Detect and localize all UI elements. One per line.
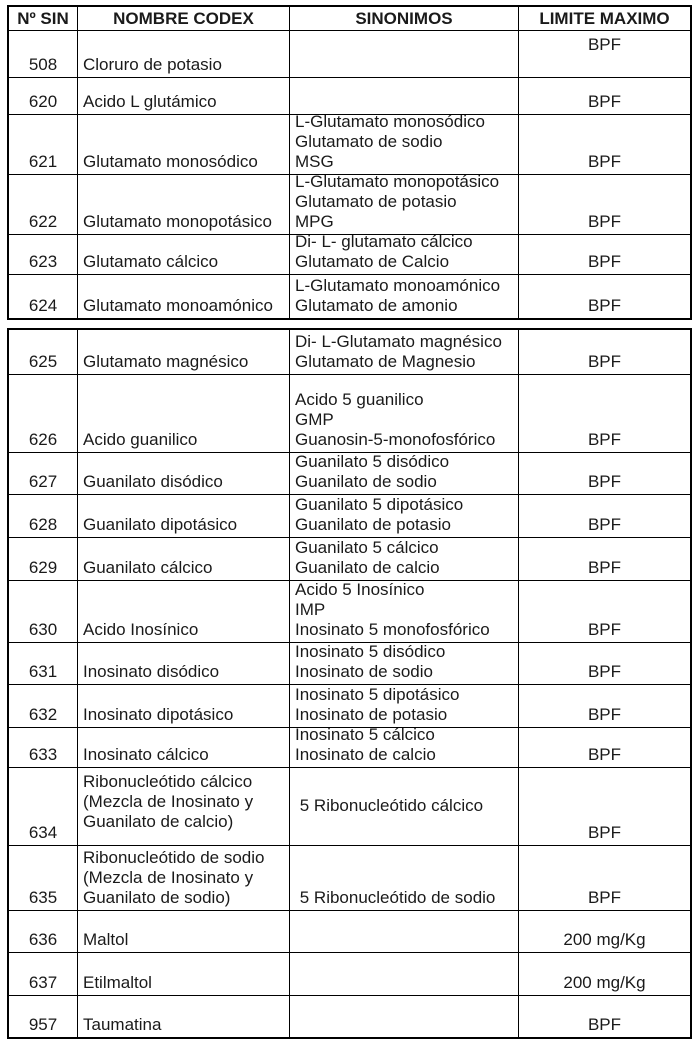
sinonimos-cell [289, 78, 518, 114]
sin-cell: 508 [28, 55, 58, 74]
sinonimos-cell [289, 685, 518, 727]
limite-cell: BPF [518, 235, 690, 274]
limite-cell: BPF [518, 78, 690, 114]
header-limite-maximo: LIMITE MAXIMO [518, 7, 690, 30]
sinonimo-line: Glutamato de amonio [295, 296, 458, 315]
table-row [9, 374, 690, 452]
table-row [9, 952, 690, 995]
nombre-line: Ribonucleótido cálcico [83, 772, 253, 791]
sinonimo-line: Glutamato de sodio [295, 132, 443, 151]
sinonimo-line: Guanilato de calcio [295, 558, 440, 577]
nombre-cell [77, 581, 289, 642]
table-row [9, 234, 690, 274]
nombre-line: Maltol [83, 930, 129, 949]
sinonimo-line: Inosinato de sodio [295, 662, 433, 681]
sin-cell: 621 [28, 152, 58, 171]
sin-cell: 957 [28, 1015, 58, 1034]
sinonimo-line: MSG [295, 152, 334, 171]
sinonimo-line: Acido 5 Inosínico [295, 581, 425, 599]
sinonimo-line: Guanilato de sodio [295, 472, 437, 491]
sin-cell: 630 [28, 620, 58, 639]
header-sin: Nº SIN [17, 8, 69, 28]
sinonimo-line: MPG [295, 212, 334, 231]
nombre-line: Guanilato dipotásico [83, 515, 238, 534]
sinonimo-line: Guanilato 5 cálcico [295, 538, 439, 557]
sinonimos-cell [289, 235, 518, 274]
sinonimos-cell [289, 996, 518, 1037]
nombre-cell [77, 115, 289, 174]
sin-cell: 629 [28, 558, 58, 577]
nombre-line: Acido L glutámico [83, 92, 217, 111]
nombre-line: Acido guanilico [83, 430, 198, 449]
nombre-line: Acido Inosínico [83, 620, 199, 639]
table-row [9, 114, 690, 174]
sinonimos-cell [289, 375, 518, 452]
sin-cell: 622 [28, 212, 58, 231]
nombre-line: Ribonucleótido de sodio [83, 848, 265, 867]
sinonimo-line: Guanilato de potasio [295, 515, 451, 534]
nombre-line: Inosinato disódico [83, 662, 220, 681]
limite-cell: BPF [518, 581, 690, 642]
table-row [9, 684, 690, 727]
limite-cell: BPF [518, 175, 690, 234]
document-page [0, 5, 699, 1046]
nombre-cell [77, 996, 289, 1037]
sinonimo-line: Inosinato 5 dipotásico [295, 685, 460, 704]
nombre-cell [77, 453, 289, 494]
sinonimo-line: Inosinato 5 cálcico [295, 728, 435, 744]
sin-cell: 627 [28, 472, 58, 491]
table-row [9, 452, 690, 494]
limite-cell: BPF [518, 31, 690, 77]
limite-cell: BPF [518, 115, 690, 174]
limite-cell: BPF [518, 728, 690, 767]
nombre-line: Glutamato monopotásico [83, 212, 272, 231]
sin-cell: 632 [28, 705, 58, 724]
sinonimos-cell [289, 453, 518, 494]
limite-cell: BPF [518, 643, 690, 684]
table-row [9, 494, 690, 537]
sin-cell: 637 [28, 973, 58, 992]
sinonimos-cell [289, 953, 518, 995]
nombre-line: Etilmaltol [83, 973, 152, 992]
sinonimos-cell [289, 768, 518, 845]
sin-cell: 623 [28, 252, 58, 271]
limite-cell: BPF [518, 685, 690, 727]
sinonimo-line: Inosinato de potasio [295, 705, 448, 724]
table-row [9, 30, 690, 77]
nombre-cell [77, 685, 289, 727]
sinonimos-cell [289, 911, 518, 952]
sinonimos-cell [289, 643, 518, 684]
sinonimo-line: Di- L-Glutamato magnésico [295, 332, 502, 351]
nombre-cell [77, 846, 289, 910]
sinonimo-line: Guanilato 5 disódico [295, 453, 450, 471]
sinonimo-line: Inosinato 5 monofosfórico [295, 620, 490, 639]
additives-table-lower [7, 328, 692, 1039]
table-row [9, 727, 690, 767]
table-row [9, 537, 690, 580]
nombre-line: Guanilato disódico [83, 472, 223, 491]
sinonimos-cell [289, 31, 518, 77]
limite-cell: 200 mg/Kg [518, 911, 690, 952]
sin-cell: 634 [28, 823, 58, 842]
nombre-line: Glutamato monoamónico [83, 296, 273, 315]
nombre-cell [77, 768, 289, 845]
limite-cell: 200 mg/Kg [518, 953, 690, 995]
header-nombre-codex: NOMBRE CODEX [77, 7, 289, 30]
sinonimo-line: Acido 5 guanilico [295, 390, 424, 409]
table-row [9, 845, 690, 910]
nombre-cell [77, 235, 289, 274]
sinonimo-line: L-Glutamato monoamónico [295, 276, 501, 295]
limite-cell: BPF [518, 996, 690, 1037]
nombre-line: (Mezcla de Inosinato y [83, 868, 254, 887]
sinonimo-line: Guanosin-5-monofosfórico [295, 430, 496, 449]
table-header-row [9, 7, 690, 30]
sinonimos-cell [289, 115, 518, 174]
limite-cell: BPF [518, 495, 690, 537]
sin-cell: 628 [28, 515, 58, 534]
nombre-line: Guanilato cálcico [83, 558, 213, 577]
nombre-cell [77, 911, 289, 952]
table-row [9, 642, 690, 684]
nombre-cell [77, 728, 289, 767]
nombre-cell [77, 538, 289, 580]
sinonimos-cell [289, 538, 518, 580]
table-row [9, 580, 690, 642]
nombre-line: Inosinato dipotásico [83, 705, 234, 724]
nombre-line: Glutamato monosódico [83, 152, 258, 171]
sin-cell: 631 [28, 662, 58, 681]
sinonimo-line: Guanilato 5 dipotásico [295, 495, 464, 514]
nombre-line: (Mezcla de Inosinato y [83, 792, 254, 811]
sinonimo-line: Inosinato 5 disódico [295, 643, 446, 661]
nombre-cell [77, 275, 289, 318]
nombre-cell [77, 78, 289, 114]
table-row [9, 910, 690, 952]
sin-cell: 625 [28, 352, 58, 371]
sinonimos-cell [289, 495, 518, 537]
nombre-cell [77, 175, 289, 234]
limite-cell: BPF [518, 275, 690, 318]
table-row [9, 174, 690, 234]
sinonimo-line: 5 Ribonucleótido de sodio [295, 888, 496, 907]
limite-cell: BPF [518, 846, 690, 910]
sinonimo-line: L-Glutamato monopotásico [295, 175, 500, 191]
limite-cell: BPF [518, 538, 690, 580]
nombre-cell [77, 330, 289, 374]
sin-cell: 635 [28, 888, 58, 907]
sinonimo-line: Glutamato de Calcio [295, 252, 450, 271]
nombre-line: Glutamato magnésico [83, 352, 249, 371]
sinonimo-line: Inosinato de calcio [295, 745, 436, 764]
sinonimos-cell [289, 728, 518, 767]
sinonimos-cell [289, 846, 518, 910]
sin-cell: 624 [28, 296, 58, 315]
nombre-line: Glutamato cálcico [83, 252, 219, 271]
sinonimo-line: IMP [295, 600, 326, 619]
table-row [9, 767, 690, 845]
nombre-cell [77, 31, 289, 77]
sinonimos-cell [289, 175, 518, 234]
sinonimos-cell [289, 330, 518, 374]
header-sinonimos: SINONIMOS [289, 7, 518, 30]
nombre-cell [77, 495, 289, 537]
sinonimo-line: Di- L- glutamato cálcico [295, 235, 473, 251]
nombre-cell [77, 953, 289, 995]
sin-cell: 633 [28, 745, 58, 764]
sinonimo-line: Glutamato de Magnesio [295, 352, 476, 371]
sin-cell: 626 [28, 430, 58, 449]
limite-cell: BPF [518, 768, 690, 845]
table-row [9, 330, 690, 374]
sinonimo-line: 5 Ribonucleótido cálcico [295, 795, 484, 815]
sinonimo-line: L-Glutamato monosódico [295, 115, 485, 131]
nombre-line: Cloruro de potasio [83, 55, 222, 74]
nombre-line: Guanilato de calcio) [83, 812, 234, 831]
sin-cell: 620 [28, 92, 58, 111]
additives-table-upper [7, 5, 692, 320]
limite-cell: BPF [518, 330, 690, 374]
nombre-line: Guanilato de sodio) [83, 888, 231, 907]
limite-cell: BPF [518, 453, 690, 494]
table-row [9, 77, 690, 114]
limite-cell: BPF [518, 375, 690, 452]
nombre-cell [77, 375, 289, 452]
sinonimo-line: Glutamato de potasio [295, 192, 457, 211]
sinonimos-cell [289, 275, 518, 318]
table-row [9, 274, 690, 318]
nombre-line: Inosinato cálcico [83, 745, 209, 764]
sinonimos-cell [289, 581, 518, 642]
table-row [9, 995, 690, 1037]
sinonimo-line: GMP [295, 410, 334, 429]
sin-cell: 636 [28, 930, 58, 949]
nombre-cell [77, 643, 289, 684]
nombre-line: Taumatina [83, 1015, 162, 1034]
